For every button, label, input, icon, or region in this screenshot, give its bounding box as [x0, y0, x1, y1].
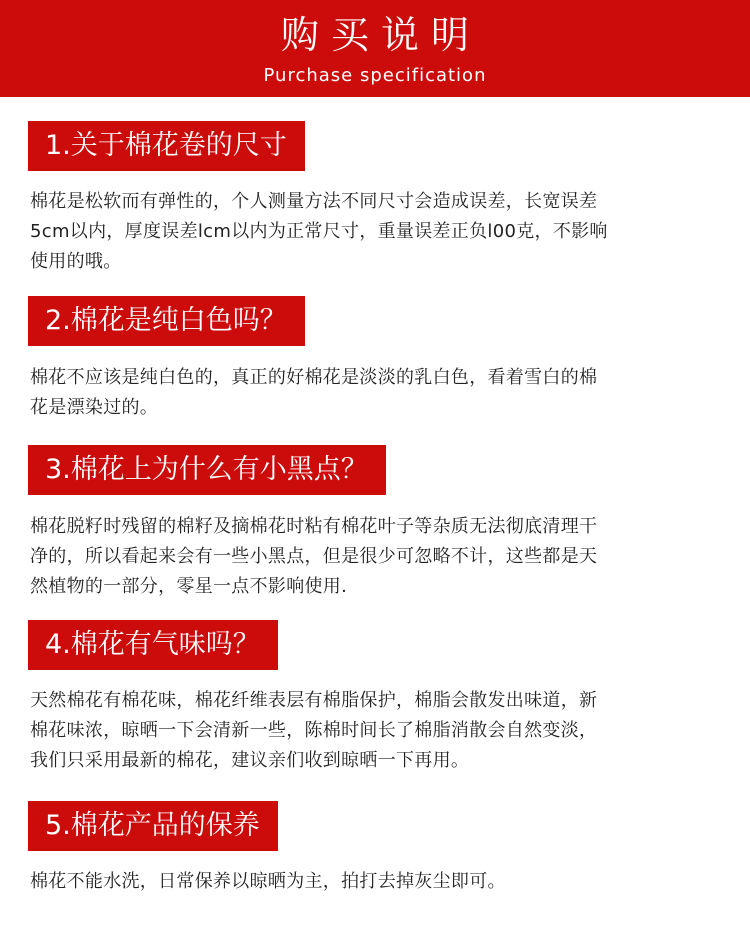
page-title: 购买说明 — [280, 13, 481, 57]
header-banner — [0, 0, 750, 97]
section-body-size — [30, 187, 730, 277]
section-heading-color: 2.棉花是纯白色吗？ — [28, 296, 305, 346]
section-heading-size: 1.关于棉花卷的尺寸 — [28, 121, 305, 171]
section-heading-black-dots: 3.棉花上为什么有小黑点？ — [28, 445, 386, 495]
body-line: 然植物的一部分，零星一点不影响使用. — [30, 576, 348, 597]
body-line: 棉花味浓，晾晒一下会清新一些，陈棉时间长了棉脂消散会自然变淡， — [30, 720, 598, 741]
body-line: 棉花不能水洗，日常保养以晾晒为主，拍打去掉灰尘即可。 — [30, 871, 506, 892]
body-line: 5cm以内，厚度误差lcm以内为正常尺寸，重量误差正负l00克，不影响 — [30, 221, 608, 242]
body-line: 净的，所以看起来会有一些小黑点，但是很少可忽略不计，这些都是天 — [30, 546, 598, 567]
section-body-care — [30, 867, 730, 897]
section-heading-care: 5.棉花产品的保养 — [28, 801, 278, 851]
body-line: 棉花是松软而有弹性的，个人测量方法不同尺寸会造成误差，长宽误差 — [30, 191, 598, 212]
section-body-black-dots — [30, 512, 730, 602]
body-line: 天然棉花有棉花味，棉花纤维表层有棉脂保护，棉脂会散发出味道，新 — [30, 690, 598, 711]
section-body-color — [30, 363, 730, 423]
body-line: 棉花脱籽时残留的棉籽及摘棉花时粘有棉花叶子等杂质无法彻底清理干 — [30, 516, 598, 537]
section-body-smell — [30, 686, 730, 776]
page-subtitle: Purchase specification — [263, 65, 487, 86]
section-heading-smell: 4.棉花有气味吗？ — [28, 620, 278, 670]
body-line: 花是漂染过的。 — [30, 397, 159, 418]
body-line: 棉花不应该是纯白色的，真正的好棉花是淡淡的乳白色，看着雪白的棉 — [30, 367, 598, 388]
body-line: 我们只采用最新的棉花，建议亲们收到晾晒一下再用。 — [30, 750, 470, 771]
body-line: 使用的哦。 — [30, 251, 122, 272]
